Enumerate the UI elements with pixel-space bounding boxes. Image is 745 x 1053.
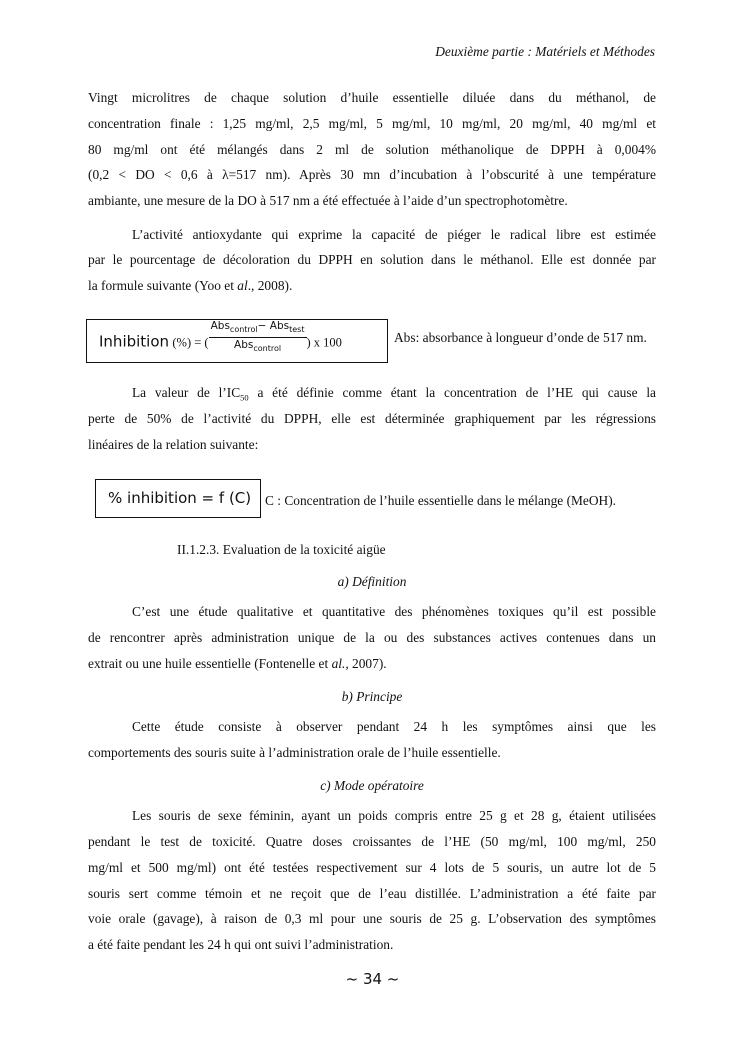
p6-line-1: Les souris de sexe féminin, ayant un poids compris entre 25 g et 28 g, étaient utilisées <box>132 808 656 823</box>
formula-note-concentration: C : Concentration de l’huile essentielle dans le mélange (MeOH). <box>265 493 617 508</box>
p6-line-6: a été faite pendant les 24 h qui ont suivi l’administration. <box>88 937 394 952</box>
p4-line-3-b: 2007). <box>348 656 387 671</box>
p6-line-3: mg/ml et 500 mg/ml) ont été testées respectivement sur 4 lots de 5 souris, un autre lot de 5 <box>88 860 656 875</box>
p5-line-2: comportements des souris suite à l’administration orale de l’huile essentielle. <box>88 745 501 760</box>
num-abs-a: Abs <box>210 320 230 332</box>
formula-box-relation <box>95 479 261 518</box>
p2-line-3 <box>88 278 656 294</box>
p4-line-3 <box>88 656 656 672</box>
subsection-a-title: a) Définition <box>337 574 407 589</box>
p3-line-3: linéaires de la relation suivante: <box>88 437 259 452</box>
p4-line-2: de rencontrer après administration unique de la ou des substances actives contenues dans un <box>88 630 656 645</box>
formula-pct: (%) = ( <box>172 335 209 350</box>
formula-relation: % inhibition = f (C) <box>108 489 252 507</box>
formula-fraction <box>209 319 307 356</box>
num-sub-test: test <box>289 325 305 335</box>
formula-numerator <box>209 319 307 338</box>
p2-line-3-italic: al <box>237 278 248 293</box>
subsection-c-title: c) Mode opératoire <box>320 778 424 793</box>
p3-line-2: perte de 50% de l’activité du DPPH, elle est déterminée graphiquement par les régressions <box>88 411 656 426</box>
p3-line-1-rest: a été définie comme étant la concentration de l’HE qui cause la <box>248 385 656 400</box>
p2-line-3-a: la formule suivante (Yoo et <box>88 278 238 293</box>
p3-ic-sub: 50 <box>240 392 249 403</box>
running-header: Deuxième partie : Matériels et Méthodes <box>435 44 655 59</box>
p5-line-1: Cette étude consiste à observer pendant 24 h les symptômes ainsi que les <box>132 719 656 734</box>
p4-line-3-italic: al., <box>331 656 349 671</box>
p3-line-1 <box>132 385 656 403</box>
p4-line-3-a: extrait ou une huile essentielle (Fontenelle et <box>88 656 332 671</box>
formula-box-inhibition <box>86 319 388 363</box>
p1-line-4: (0,2 < DO < 0,6 à λ=517 nm). Après 30 mn d’incubation à l’obscurité à une température <box>88 167 656 182</box>
den-abs: Abs <box>234 339 254 352</box>
formula-lhs: Inhibition <box>99 332 170 351</box>
num-abs-b: Abs <box>269 320 290 332</box>
section-heading: II.1.2.3. Evaluation de la toxicité aigüe <box>177 542 386 557</box>
formula-inhibition <box>99 320 342 356</box>
p2-line-2: par le pourcentage de décoloration du DPPH en solution dans le méthanol. Elle est donnée par <box>88 252 656 267</box>
p3-ic: La valeur de l’IC <box>132 385 241 400</box>
den-sub-control: control <box>253 344 282 354</box>
p1-line-5: ambiante, une mesure de la DO à 517 nm a été effectuée à l’aide d’un spectrophotomètre. <box>88 193 568 208</box>
p1-line-2: concentration finale : 1,25 mg/ml, 2,5 mg/ml, 5 mg/ml, 10 mg/ml, 20 mg/ml, 40 mg/ml et <box>88 116 656 131</box>
p1-line-3: 80 mg/ml ont été mélangés dans 2 ml de solution méthanolique de DPPH à 0,004% <box>88 142 656 157</box>
p6-line-5: voie orale (gavage), à raison de 0,3 ml pour une souris de 25 g. L’observation des symptômes <box>88 911 656 926</box>
formula-tail: ) x 100 <box>306 335 342 350</box>
formula-denominator <box>209 338 307 356</box>
num-minus: − <box>257 320 270 332</box>
p6-line-4: souris sert comme témoin et ne reçoit que de l’eau distillée. L’administration a été faite par <box>88 886 656 901</box>
page-number: ~ 34 ~ <box>345 970 400 988</box>
num-sub-control: control <box>229 325 258 335</box>
p2-line-1: L’activité antioxydante qui exprime la capacité de piéger le radical libre est estimée <box>132 227 656 242</box>
p2-line-3-b: ., 2008). <box>247 278 293 293</box>
p1-line-1: Vingt microlitres de chaque solution d’huile essentielle diluée dans du méthanol, de <box>88 90 656 105</box>
formula-note-abs: Abs: absorbance à longueur d’onde de 517 nm. <box>394 330 647 345</box>
p4-line-1: C’est une étude qualitative et quantitative des phénomènes toxiques qu’il est possible <box>132 604 656 619</box>
p6-line-2: pendant le test de toxicité. Quatre doses croissantes de l’HE (50 mg/ml, 100 mg/ml, 250 <box>88 834 656 849</box>
subsection-b-title: b) Principe <box>341 689 403 704</box>
